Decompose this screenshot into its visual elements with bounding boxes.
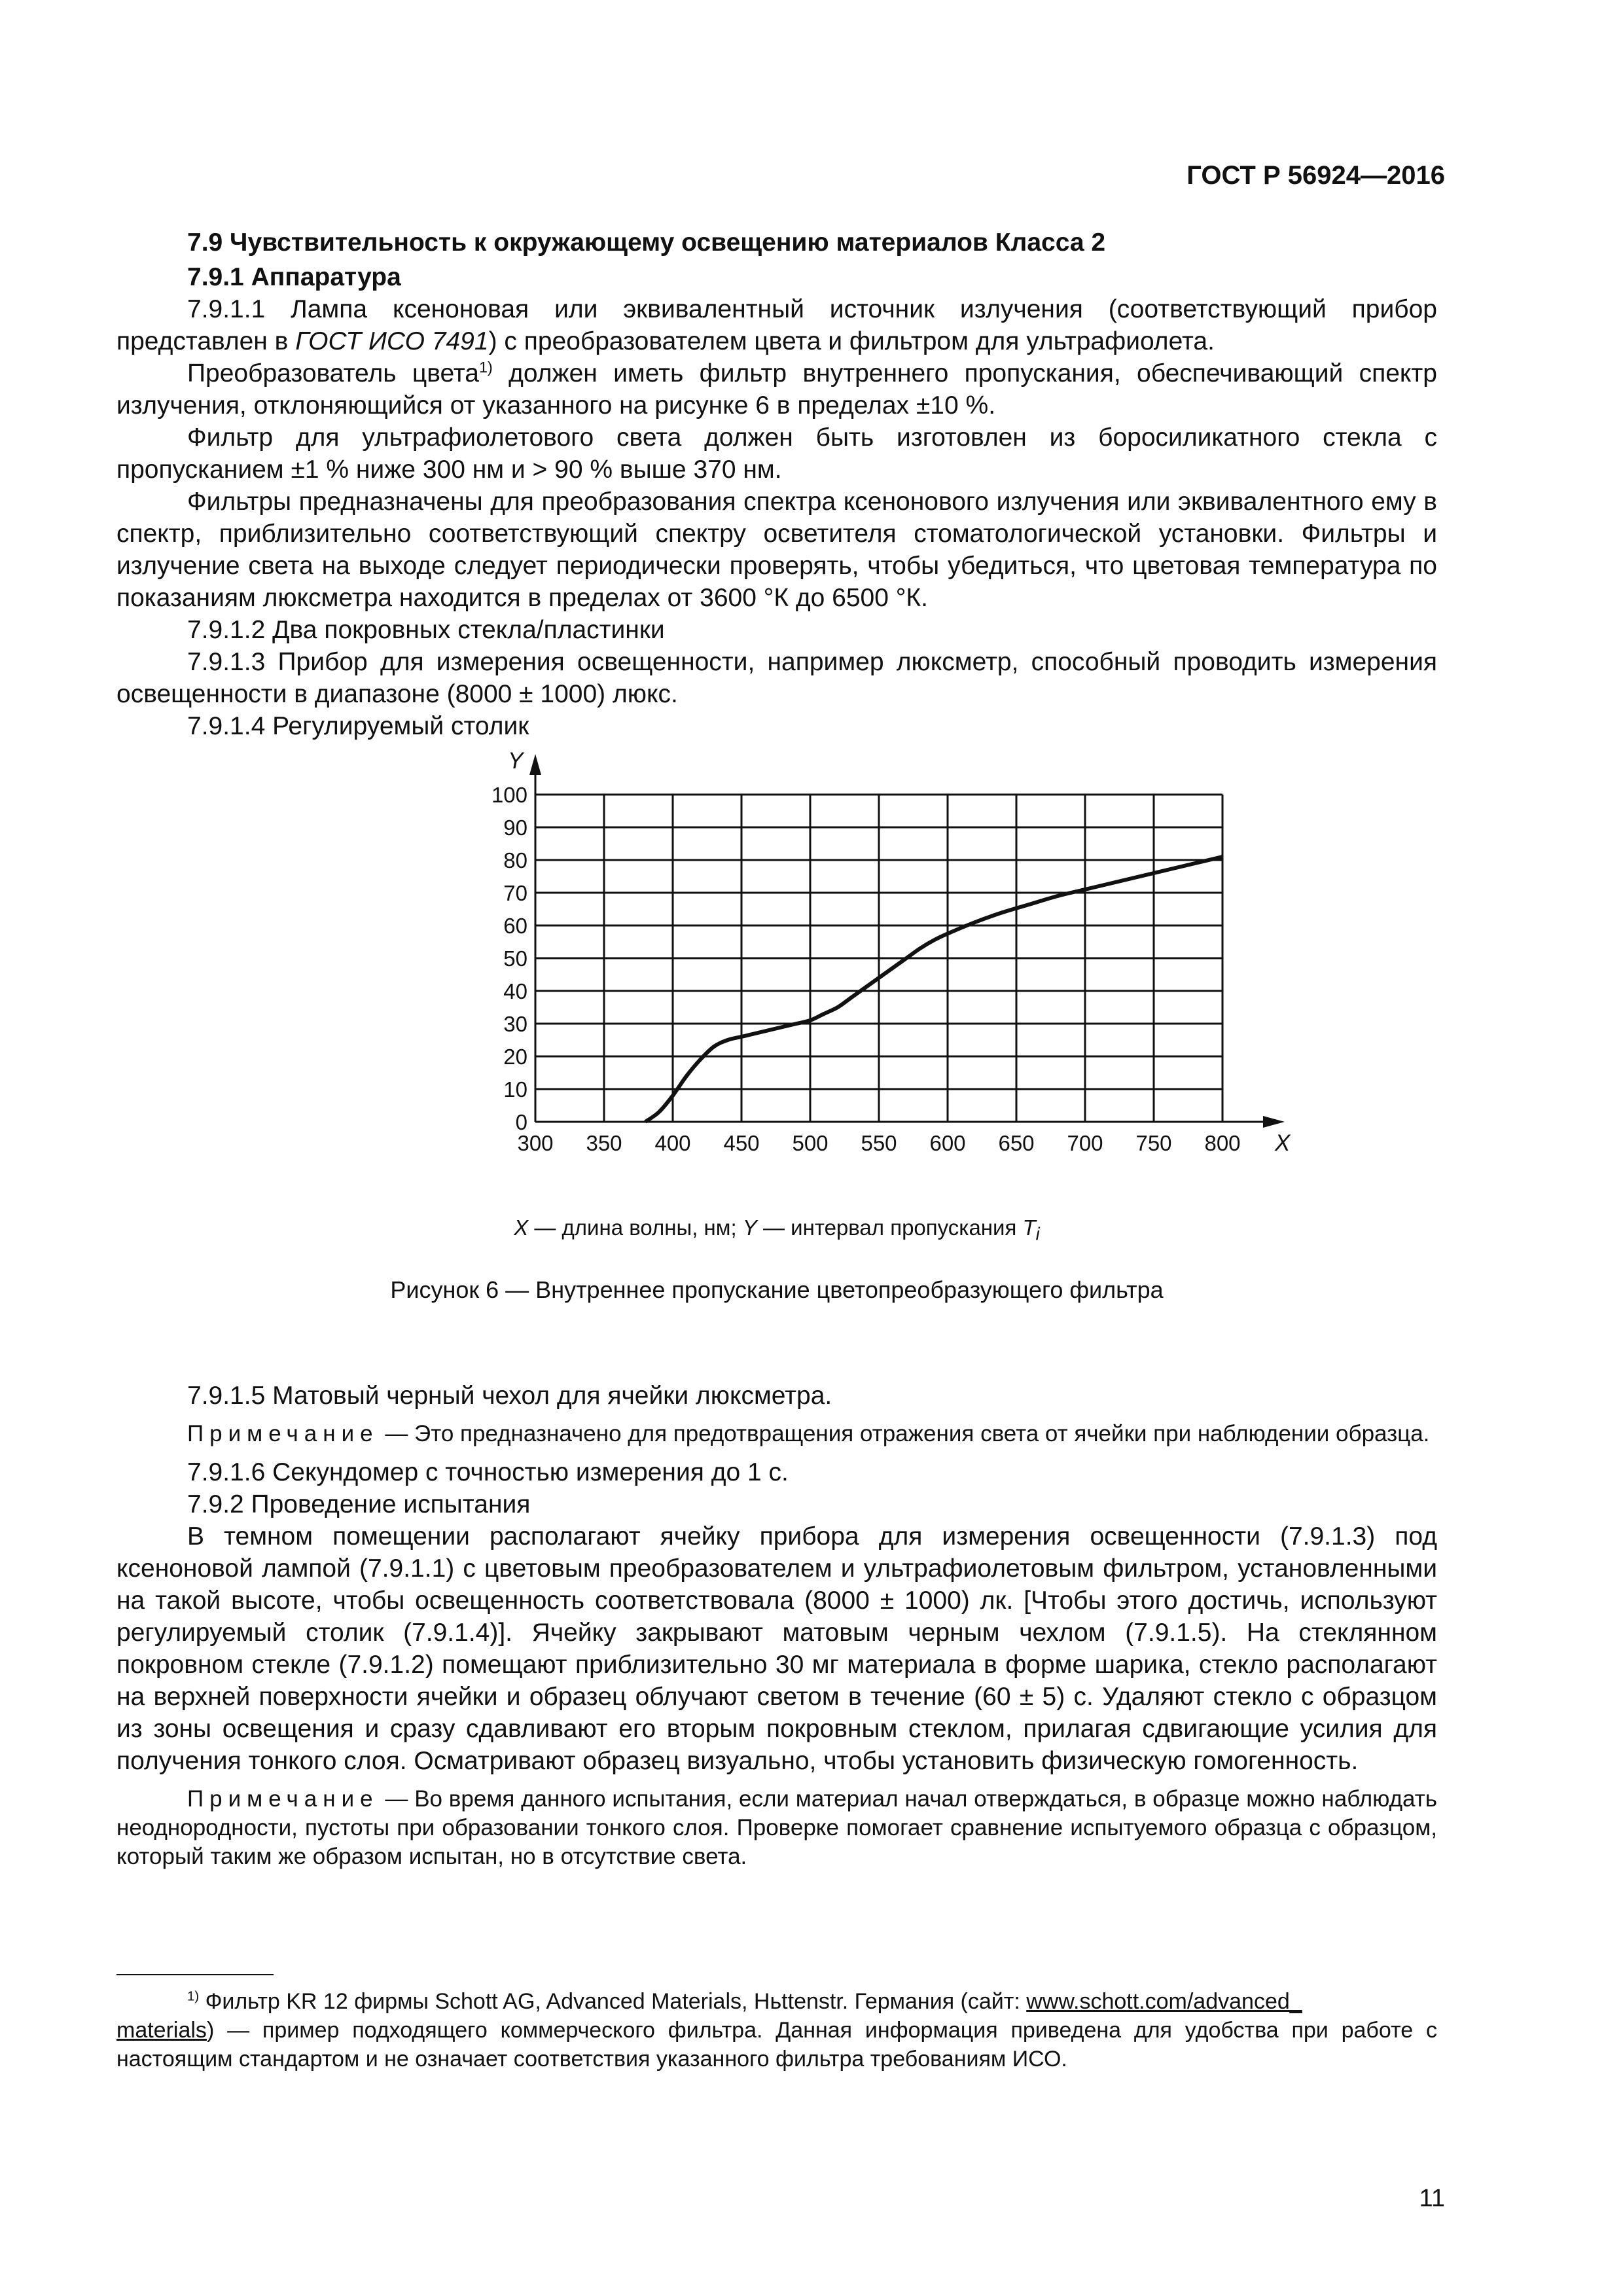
y-tick-label: 40 bbox=[503, 979, 527, 1003]
y-tick-label: 60 bbox=[503, 914, 527, 938]
figure-caption: Рисунок 6 — Внутреннее пропускание цветопреобразующего фильтра bbox=[390, 1276, 1164, 1303]
legend-y-symbol: Y bbox=[742, 1215, 757, 1240]
note-1-label: Примечание bbox=[187, 1421, 379, 1446]
paragraph-procedure: В темном помещении располагают ячейку прибора для измерения освещенности (7.9.1.3) под ксеноновой лампой (7.9.1.1) с цветовым преобразователем и ультрафиолетовым фильтром, установленными на такой высоте, чтобы освещенность соответствовала (8000 ± 1000) лк. [Чтобы этого достичь, используют регулируемый столик (7.9.1.4)]. Ячейку закрывают матовым черным чехлом (7.9.1.5). На стеклянном покровном стекле (7.9.1.2) помещают приблизительно 30 мг материала в форме шарика, стекло располагают на верхней поверхности ячейки и образец облучают светом в течение (60 ± 5) с. Удаляют стекло с образцом из зоны освещения и сразу сдавливают его вторым покровным стеклом, прилагая сдвигающие усилия для получения тонкого слоя. Осматривают образец визуально, чтобы установить физическую гомогенность. bbox=[116, 1522, 1437, 1775]
paragraph-7-9-1-5: 7.9.1.5 Матовый черный чехол для ячейки люксметра. bbox=[187, 1382, 832, 1410]
y-axis-label: Y bbox=[508, 748, 524, 774]
y-tick-label: 10 bbox=[503, 1077, 527, 1102]
x-tick-label: 700 bbox=[1067, 1131, 1103, 1155]
figure-legend bbox=[116, 1211, 1437, 1250]
transmission-chart bbox=[365, 748, 1291, 1182]
subsection-title: 7.9.1 Аппаратура bbox=[187, 263, 401, 291]
x-tick-label: 350 bbox=[586, 1131, 622, 1155]
footnote-divider bbox=[116, 1974, 274, 1975]
footnote-link-part-1[interactable]: www.schott.com/advanced_ bbox=[1026, 1989, 1302, 2014]
footnote-text-b: ) — пример подходящего коммерческого фильтра. Данная информация приведена для удобства при работе с настоящим стандартом и не означает соответствия указанного фильтра требованиям ИСО. bbox=[116, 2018, 1437, 2072]
legend-y-text: — интервал пропускания bbox=[757, 1215, 1023, 1240]
note-2 bbox=[116, 1785, 1437, 1871]
footnote-text-a: Фильтр KR 12 фирмы Schott AG, Advanced Materials, Hьttenstr. Германия (сайт: bbox=[199, 1989, 1027, 2014]
footnote-marker: 1) bbox=[479, 359, 493, 376]
paragraph-color-converter bbox=[116, 357, 1437, 422]
note-1 bbox=[116, 1420, 1437, 1448]
p1-text-b: ) с преобразователем цвета и фильтром для ультрафиолета. bbox=[488, 327, 1215, 355]
footnote bbox=[116, 1987, 1437, 2073]
note-2-text: — Во время данного испытания, если материал начал отверждаться, в образце можно наблюдать неоднородности, пустоты при образовании тонкого слоя. Проверке помогает сравнение испытуемого образца с образцом, который таким же образом испытан, но в отсутствие света. bbox=[116, 1786, 1437, 1869]
x-tick-label: 650 bbox=[998, 1131, 1035, 1155]
note-2-label: Примечание bbox=[187, 1786, 379, 1812]
paragraph-uv-filter: Фильтр для ультрафиолетового света должен быть изготовлен из боросиликатного стекла с пропусканием ±1 % ниже 300 нм и > 90 % выше 370 нм. bbox=[116, 423, 1437, 484]
document-code-header: ГОСТ Р 56924—2016 bbox=[1186, 161, 1445, 190]
note-1-text: — Это предназначено для предотвращения отражения света от ячейки при наблюдении образца. bbox=[378, 1421, 1430, 1446]
x-tick-label: 600 bbox=[929, 1131, 966, 1155]
standard-reference: ГОСТ ИСО 7491 bbox=[295, 327, 489, 355]
footnote-number: 1) bbox=[187, 1989, 200, 2004]
y-tick-label: 30 bbox=[503, 1012, 527, 1036]
y-tick-label: 20 bbox=[503, 1045, 527, 1069]
x-tick-label: 450 bbox=[723, 1131, 760, 1155]
paragraph-7-9-1-6: 7.9.1.6 Секундомер с точностью измерения до 1 с. bbox=[187, 1458, 789, 1486]
x-axis-arrow bbox=[1263, 1116, 1285, 1128]
footnote-link-part-2[interactable]: materials bbox=[116, 2018, 207, 2043]
figure-6 bbox=[116, 750, 1437, 1372]
legend-t-symbol: T bbox=[1022, 1215, 1036, 1240]
y-tick-label: 80 bbox=[503, 848, 527, 872]
p2-text-a: Преобразователь цвета bbox=[187, 359, 479, 387]
paragraph-7-9-1-1 bbox=[116, 293, 1437, 357]
page-number: 11 bbox=[1419, 2185, 1445, 2212]
x-tick-label: 400 bbox=[654, 1131, 691, 1155]
legend-x-symbol: X bbox=[514, 1215, 529, 1240]
legend-x-text: — длина волны, нм; bbox=[528, 1215, 743, 1240]
y-tick-label: 90 bbox=[503, 816, 527, 840]
section-title: 7.9 Чувствительность к окружающему освещению материалов Класса 2 bbox=[187, 228, 1106, 257]
x-tick-label: 500 bbox=[792, 1131, 829, 1155]
y-axis-arrow bbox=[529, 754, 541, 775]
x-tick-label: 800 bbox=[1204, 1131, 1241, 1155]
paragraph-7-9-1-4: 7.9.1.4 Регулируемый столик bbox=[187, 712, 529, 740]
transmission-curve bbox=[645, 857, 1222, 1122]
x-tick-label: 550 bbox=[861, 1131, 897, 1155]
y-tick-label: 50 bbox=[503, 946, 527, 971]
paragraph-filters: Фильтры предназначены для преобразования спектра ксенонового излучения или эквивалентного ему в спектр, приблизительно соответствующий спектру осветителя стоматологической установки. Фильтры и излучение света на выходе следует периодически проверять, чтобы убедиться, что цветовая температура по показаниям люксметра находится в пределах от 3600 °К до 6500 °К. bbox=[116, 488, 1437, 612]
main-content bbox=[116, 226, 1437, 1871]
y-tick-label: 100 bbox=[491, 783, 527, 807]
paragraph-7-9-1-3: 7.9.1.3 Прибор для измерения освещенности, например люксметр, способный проводить измерения освещенности в диапазоне (8000 ± 1000) люкс. bbox=[116, 648, 1437, 708]
paragraph-7-9-2: 7.9.2 Проведение испытания bbox=[187, 1490, 531, 1518]
p1-text-a: 7.9.1.1 Лампа ксеноновая или эквивалентный источник излучения (соответствующий прибор представлен в bbox=[116, 295, 1437, 355]
x-axis-label: X bbox=[1275, 1130, 1291, 1156]
x-tick-label: 750 bbox=[1135, 1131, 1172, 1155]
legend-t-subscript: i bbox=[1035, 1223, 1040, 1244]
x-tick-label: 300 bbox=[517, 1131, 554, 1155]
p2-text-b: должен иметь фильтр внутреннего пропускания, обеспечивающий спектр излучения, отклоняющийся от указанного на рисунке 6 в пределах ±10 %. bbox=[116, 359, 1437, 420]
y-tick-label: 0 bbox=[515, 1110, 527, 1134]
y-tick-label: 70 bbox=[503, 881, 527, 905]
paragraph-7-9-1-2: 7.9.1.2 Два покровных стекла/пластинки bbox=[187, 616, 665, 644]
